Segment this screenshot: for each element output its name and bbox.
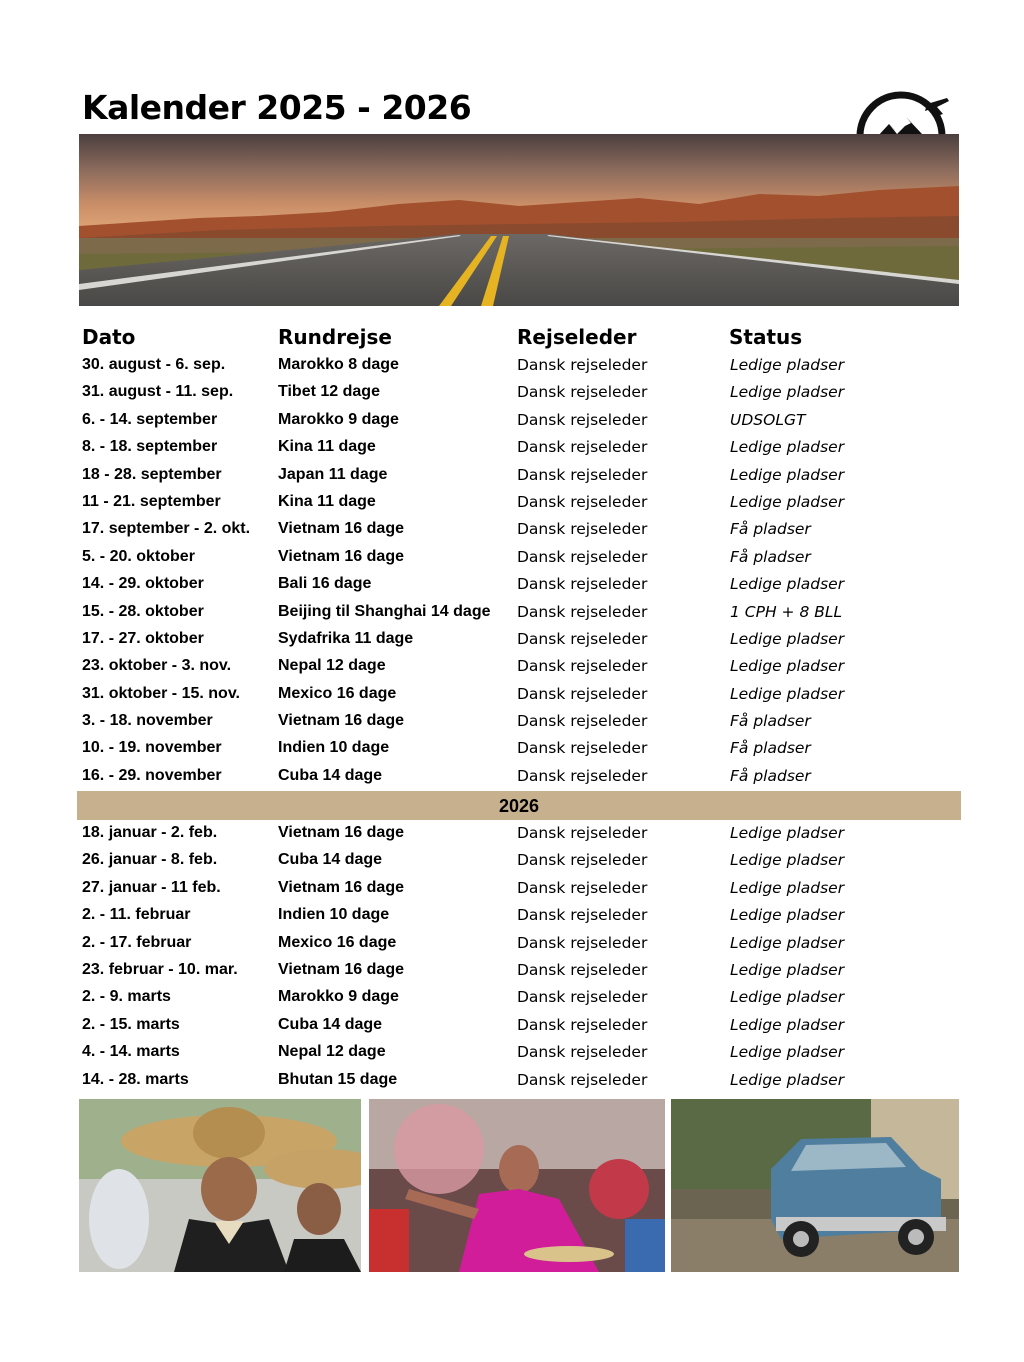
row-date: 5. - 20. oktober xyxy=(82,547,195,565)
row-leader: Dansk rejseleder xyxy=(517,712,648,731)
table-row xyxy=(0,820,1024,847)
table-row xyxy=(0,847,1024,874)
table-row xyxy=(0,875,1024,902)
row-leader: Dansk rejseleder xyxy=(517,629,648,648)
row-tour: Vietnam 16 dage xyxy=(278,547,404,565)
row-leader: Dansk rejseleder xyxy=(517,960,648,979)
photo-holi-festival xyxy=(369,1099,665,1272)
row-tour: Nepal 12 dage xyxy=(278,1043,386,1061)
row-date: 14. - 29. oktober xyxy=(82,575,204,593)
row-status: Ledige pladser xyxy=(730,1070,845,1089)
row-tour: Bali 16 dage xyxy=(278,575,372,593)
row-leader: Dansk rejseleder xyxy=(517,438,648,457)
row-status: Ledige pladser xyxy=(730,684,845,703)
table-row xyxy=(0,681,1024,708)
row-leader: Dansk rejseleder xyxy=(517,492,648,511)
row-status: Ledige pladser xyxy=(730,824,845,842)
row-date: 26. januar - 8. feb. xyxy=(82,851,218,869)
row-tour: Kina 11 dage xyxy=(278,438,376,456)
row-date: 15. - 28. oktober xyxy=(82,602,204,620)
table-row xyxy=(0,930,1024,957)
row-leader: Dansk rejseleder xyxy=(517,1015,648,1034)
row-leader: Dansk rejseleder xyxy=(517,684,648,703)
table-row xyxy=(0,352,1024,379)
table-row xyxy=(0,379,1024,406)
row-leader: Dansk rejseleder xyxy=(517,657,648,676)
col-tour-header: Rundrejse xyxy=(278,325,392,349)
row-tour: Vietnam 16 dage xyxy=(278,878,404,896)
row-date: 11 - 21. september xyxy=(82,492,221,510)
row-leader: Dansk rejseleder xyxy=(517,383,648,402)
row-tour: Bhutan 15 dage xyxy=(278,1070,398,1088)
row-status: Få pladser xyxy=(730,520,811,539)
row-status: 1 CPH + 8 BLL xyxy=(730,602,843,621)
row-date: 31. august - 11. sep. xyxy=(82,383,234,401)
row-date: 17. - 27. oktober xyxy=(82,629,204,647)
row-status: Ledige pladser xyxy=(730,1015,845,1034)
row-date: 10. - 19. november xyxy=(82,739,222,757)
row-leader: Dansk rejseleder xyxy=(517,739,648,758)
row-leader: Dansk rejseleder xyxy=(517,520,648,539)
table-header xyxy=(0,322,1024,352)
row-status: Ledige pladser xyxy=(730,629,845,648)
row-tour: Tibet 12 dage xyxy=(278,383,380,401)
row-tour: Japan 11 dage xyxy=(278,465,388,483)
table-row xyxy=(0,1067,1024,1094)
row-date: 23. oktober - 3. nov. xyxy=(82,657,232,675)
row-tour: Vietnam 16 dage xyxy=(278,824,404,841)
row-leader: Dansk rejseleder xyxy=(517,1043,648,1062)
row-date: 2. - 11. februar xyxy=(82,906,191,924)
row-date: 18. januar - 2. feb. xyxy=(82,824,218,841)
row-leader: Dansk rejseleder xyxy=(517,878,648,897)
row-date: 2. - 17. februar xyxy=(82,933,192,951)
col-status-header: Status xyxy=(729,325,803,349)
row-status: Ledige pladser xyxy=(730,906,845,925)
table-row xyxy=(0,708,1024,735)
row-leader: Dansk rejseleder xyxy=(517,824,648,842)
row-status: Få pladser xyxy=(730,739,811,758)
row-tour: Kina 11 dage xyxy=(278,492,376,510)
row-tour: Beijing til Shanghai 14 dage xyxy=(278,602,491,620)
table-row xyxy=(0,1012,1024,1039)
row-status: Ledige pladser xyxy=(730,851,845,870)
row-leader: Dansk rejseleder xyxy=(517,766,648,785)
row-status: Ledige pladser xyxy=(730,492,845,511)
col-date-header: Dato xyxy=(82,325,136,349)
row-tour: Nepal 12 dage xyxy=(278,657,386,675)
row-status: Ledige pladser xyxy=(730,1043,845,1062)
row-tour: Marokko 9 dage xyxy=(278,410,399,428)
row-date: 23. februar - 10. mar. xyxy=(82,960,238,978)
row-status: Ledige pladser xyxy=(730,933,845,952)
photo-cuba-car xyxy=(671,1099,959,1272)
row-leader: Dansk rejseleder xyxy=(517,602,648,621)
row-status: UDSOLGT xyxy=(730,410,806,429)
row-status: Ledige pladser xyxy=(730,438,845,457)
row-leader: Dansk rejseleder xyxy=(517,356,648,374)
row-tour: Vietnam 16 dage xyxy=(278,960,404,978)
row-leader: Dansk rejseleder xyxy=(517,906,648,925)
row-date: 27. januar - 11 feb. xyxy=(82,878,221,896)
row-status: Få pladser xyxy=(730,766,811,785)
table-row xyxy=(0,407,1024,434)
table-row xyxy=(0,626,1024,653)
photo-mariachi xyxy=(79,1099,361,1272)
row-tour: Vietnam 16 dage xyxy=(278,520,404,538)
table-row xyxy=(0,1039,1024,1066)
table-row xyxy=(0,763,1024,790)
row-tour: Indien 10 dage xyxy=(278,906,390,924)
row-tour: Cuba 14 dage xyxy=(278,766,383,784)
row-tour: Cuba 14 dage xyxy=(278,851,383,869)
row-tour: Marokko 8 dage xyxy=(278,356,399,373)
table-row xyxy=(0,599,1024,626)
row-status: Få pladser xyxy=(730,547,811,566)
table-row xyxy=(0,984,1024,1011)
row-date: 17. september - 2. okt. xyxy=(82,520,251,538)
row-leader: Dansk rejseleder xyxy=(517,410,648,429)
row-status: Ledige pladser xyxy=(730,383,845,402)
row-leader: Dansk rejseleder xyxy=(517,547,648,566)
row-status: Ledige pladser xyxy=(730,575,845,594)
col-leader-header: Rejseleder xyxy=(517,325,637,349)
hero-road-image xyxy=(79,134,959,306)
row-date: 30. august - 6. sep. xyxy=(82,356,226,373)
row-leader: Dansk rejseleder xyxy=(517,988,648,1007)
row-tour: Marokko 9 dage xyxy=(278,988,399,1006)
page-title: Kalender 2025 - 2026 xyxy=(82,88,472,127)
row-date: 18 - 28. september xyxy=(82,465,222,483)
row-status: Ledige pladser xyxy=(730,960,845,979)
row-date: 31. oktober - 15. nov. xyxy=(82,684,240,702)
table-row xyxy=(0,653,1024,680)
row-leader: Dansk rejseleder xyxy=(517,851,648,870)
table-row xyxy=(0,544,1024,571)
row-tour: Sydafrika 11 dage xyxy=(278,629,414,647)
row-leader: Dansk rejseleder xyxy=(517,575,648,594)
row-tour: Vietnam 16 dage xyxy=(278,712,404,730)
table-row xyxy=(0,462,1024,489)
row-date: 14. - 28. marts xyxy=(82,1070,189,1088)
table-row xyxy=(0,489,1024,516)
row-tour: Indien 10 dage xyxy=(278,739,390,757)
row-status: Ledige pladser xyxy=(730,465,845,484)
table-row xyxy=(0,571,1024,598)
row-leader: Dansk rejseleder xyxy=(517,1070,648,1089)
row-date: 4. - 14. marts xyxy=(82,1043,180,1061)
row-date: 2. - 15. marts xyxy=(82,1015,180,1033)
table-row xyxy=(0,902,1024,929)
row-tour: Mexico 16 dage xyxy=(278,933,397,951)
row-date: 2. - 9. marts xyxy=(82,988,171,1006)
row-date: 16. - 29. november xyxy=(82,766,222,784)
table-row xyxy=(0,516,1024,543)
row-leader: Dansk rejseleder xyxy=(517,465,648,484)
row-status: Få pladser xyxy=(730,712,811,731)
row-date: 3. - 18. november xyxy=(82,712,213,730)
year-divider: 2026 xyxy=(77,791,961,820)
table-row xyxy=(0,957,1024,984)
row-tour: Cuba 14 dage xyxy=(278,1015,383,1033)
row-date: 6. - 14. september xyxy=(82,410,218,428)
row-leader: Dansk rejseleder xyxy=(517,933,648,952)
schedule-2025 xyxy=(0,352,1024,790)
row-tour: Mexico 16 dage xyxy=(278,684,397,702)
schedule-2026 xyxy=(0,820,1024,1094)
row-status: Ledige pladser xyxy=(730,657,845,676)
table-row xyxy=(0,434,1024,461)
table-row xyxy=(0,735,1024,762)
row-status: Ledige pladser xyxy=(730,878,845,897)
row-status: Ledige pladser xyxy=(730,988,845,1007)
row-date: 8. - 18. september xyxy=(82,438,218,456)
row-status: Ledige pladser xyxy=(730,356,845,374)
